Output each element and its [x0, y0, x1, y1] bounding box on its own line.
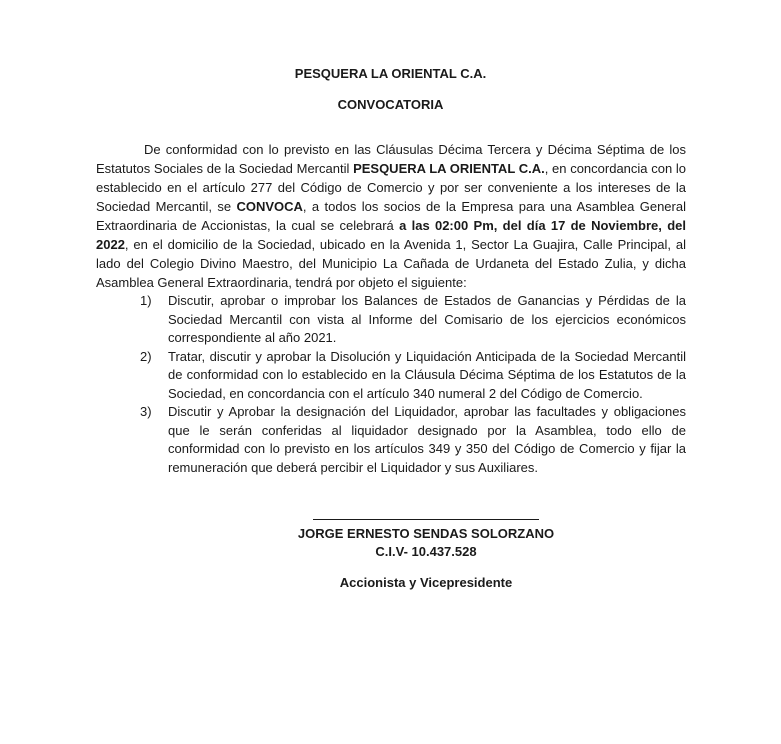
- agenda-list: [140, 292, 686, 477]
- agenda-item-number: 2): [140, 348, 152, 364]
- agenda-item-text: Tratar, discutir y aprobar la Disolución y Liquidación Anticipada de la Sociedad Mercantil de conformidad con lo establecido en la Cláusula Décima Séptima de los Estatutos de la Sociedad, en concordancia con el artículo 340 numeral 2 del Código de Comercio.: [168, 348, 686, 401]
- convocation-paragraph: [96, 140, 686, 292]
- agenda-item: [140, 292, 686, 348]
- paragraph-text: De conformidad con lo previsto en las Cláusulas Décima Tercera y Décima Séptima de los Estatutos Sociales de la Sociedad Mercantil: [96, 142, 686, 176]
- agenda-item: [140, 403, 686, 477]
- agenda-item-text: Discutir, aprobar o improbar los Balances de Estados de Ganancias y Pérdidas de la Sociedad Mercantil con vista al Informe del Comisario de los ejercicios económicos correspondiente al año 2021.: [168, 293, 686, 345]
- signatory-id: C.I.V- 10.437.528: [375, 544, 477, 559]
- convoca-bold: CONVOCA: [236, 199, 303, 214]
- signatory-role: Accionista y Vicepresidente: [339, 575, 513, 590]
- paragraph-text: , en concordancia con lo establecido en el artículo 277 del Código de Comercio y por ser conveniente a los intereses de la Sociedad Mercantil, se: [96, 161, 687, 214]
- document-title: CONVOCATORIA: [337, 97, 444, 112]
- paragraph-text: , en el domicilio de la Sociedad, ubicado en la Avenida 1, Sector La Guajira, Calle Principal, al lado del Colegio Divino Maestro, del Municipio La Cañada de Urdaneta del Estado Zulia, y dicha Asamblea General Extraordinaria, tendrá por objeto el siguiente:: [96, 237, 686, 290]
- signature-line: [313, 519, 539, 520]
- agenda-item-number: 3): [140, 404, 152, 419]
- meeting-datetime-bold: a las 02:00 Pm, del día 17 de Noviembre, del 2022: [96, 218, 686, 252]
- signatory-name: JORGE ERNESTO SENDAS SOLORZANO: [297, 526, 555, 541]
- company-name-bold: PESQUERA LA ORIENTAL C.A.: [353, 161, 545, 176]
- agenda-item-number: 1): [140, 293, 152, 308]
- agenda-item: [140, 348, 686, 404]
- agenda-item-text: Discutir y Aprobar la designación del Liquidador, aprobar las facultades y obligaciones que le serán conferidas al liquidador designado por la Asamblea, todo ello de conformidad con lo previsto en los artículos 349 y 350 del Código de Comercio y fijar la remuneración que deberá percibir el Liquidador y sus Auxiliares.: [168, 404, 686, 475]
- company-title: PESQUERA LA ORIENTAL C.A.: [294, 66, 487, 81]
- paragraph-text: , a todos los socios de la Empresa para una Asamblea General Extraordinaria de Accionistas, la cual se celebrará: [96, 199, 686, 233]
